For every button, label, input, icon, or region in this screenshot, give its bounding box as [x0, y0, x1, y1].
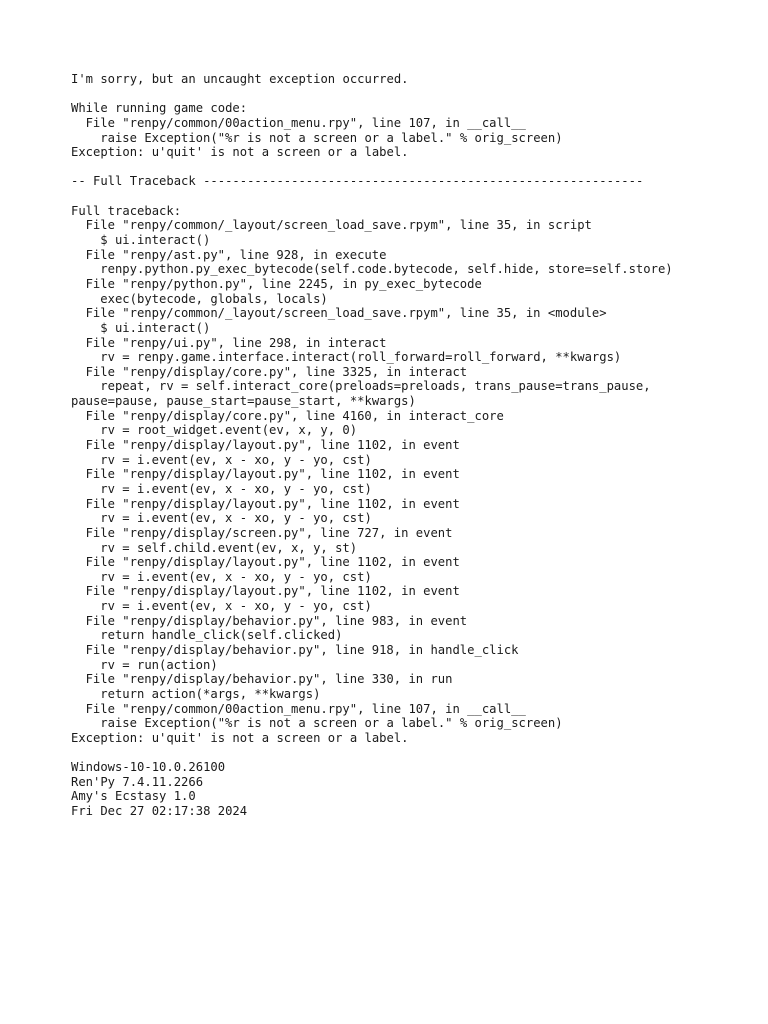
- traceback-file-line: File "renpy/ast.py", line 928, in execute: [85, 247, 387, 262]
- frame-code-line: raise Exception("%r is not a screen or a label." % orig_screen): [100, 130, 563, 145]
- traceback-code-line: rv = root_widget.event(ev, x, y, 0): [100, 423, 358, 438]
- traceback-code-line: exec(bytecode, globals, locals): [100, 291, 328, 306]
- exception-line: Exception: u'quit' is not a screen or a label.: [71, 145, 409, 160]
- traceback-file-line: File "renpy/common/_layout/screen_load_save.rpym", line 35, in <module>: [85, 306, 607, 321]
- traceback-code-line: rv = renpy.game.interface.interact(roll_forward=roll_forward, **kwargs): [100, 350, 622, 365]
- traceback-file-line: File "renpy/display/layout.py", line 1102, in event: [85, 555, 460, 570]
- system-info: [71, 760, 761, 819]
- traceback-file-line: File "renpy/common/00action_menu.rpy", line 107, in __call__: [85, 701, 526, 716]
- traceback-file-line: File "renpy/display/layout.py", line 1102, in event: [85, 584, 460, 599]
- traceback-file-line: File "renpy/display/behavior.py", line 918, in handle_click: [85, 642, 519, 657]
- traceback-file-line: File "renpy/display/core.py", line 3325, in interact: [85, 364, 468, 379]
- traceback-code-line: rv = i.event(ev, x - xo, y - yo, cst): [100, 599, 372, 614]
- traceback-file-line: File "renpy/display/screen.py", line 727, in event: [85, 525, 453, 540]
- traceback-code-line: rv = i.event(ev, x - xo, y - yo, cst): [100, 511, 372, 526]
- traceback-file-line: File "renpy/python.py", line 2245, in py_exec_bytecode: [85, 276, 482, 291]
- blank-line: [71, 745, 761, 760]
- traceback-file-line: File "renpy/display/behavior.py", line 983, in event: [85, 613, 468, 628]
- traceback-code-line: rv = i.event(ev, x - xo, y - yo, cst): [100, 452, 372, 467]
- traceback-code-line: return handle_click(self.clicked): [100, 628, 343, 643]
- system-info-line: Amy's Ecstasy 1.0: [71, 789, 196, 804]
- traceback-file-line: File "renpy/display/layout.py", line 1102, in event: [85, 496, 460, 511]
- full-traceback-separator: -- Full Traceback ------------------------------------------------------------: [71, 174, 644, 189]
- traceback-code-line: $ ui.interact(): [100, 233, 211, 248]
- traceback-code-line: raise Exception("%r is not a screen or a label." % orig_screen): [100, 716, 563, 731]
- traceback-code-wrap-line: pause=pause, pause_start=pause_start, **kwargs): [71, 394, 416, 409]
- while-running-line: While running game code:: [71, 101, 248, 116]
- traceback-code-line: rv = i.event(ev, x - xo, y - yo, cst): [100, 481, 372, 496]
- error-report: [71, 72, 761, 819]
- traceback-file-line: File "renpy/display/behavior.py", line 330, in run: [85, 672, 453, 687]
- blank-line: [71, 189, 761, 204]
- blank-line: [71, 160, 761, 175]
- traceback-code-line: repeat, rv = self.interact_core(preloads=preloads, trans_pause=trans_pause,: [100, 379, 651, 394]
- traceback-list: [71, 218, 761, 730]
- traceback-code-line: renpy.python.py_exec_bytecode(self.code.bytecode, self.hide, store=self.store): [100, 262, 673, 277]
- traceback-file-line: File "renpy/common/_layout/screen_load_save.rpym", line 35, in script: [85, 218, 592, 233]
- traceback-file-line: File "renpy/ui.py", line 298, in interact: [85, 335, 387, 350]
- frame-file-line: File "renpy/common/00action_menu.rpy", line 107, in __call__: [85, 115, 526, 130]
- traceback-code-line: return action(*args, **kwargs): [100, 686, 321, 701]
- traceback-code-line: rv = run(action): [100, 657, 218, 672]
- traceback-file-line: File "renpy/display/core.py", line 4160, in interact_core: [85, 408, 504, 423]
- traceback-file-line: File "renpy/display/layout.py", line 1102, in event: [85, 467, 460, 482]
- traceback-file-line: File "renpy/display/layout.py", line 1102, in event: [85, 438, 460, 453]
- full-traceback-label: Full traceback:: [71, 203, 182, 218]
- final-exception-line: Exception: u'quit' is not a screen or a label.: [71, 730, 409, 745]
- system-info-line: Ren'Py 7.4.11.2266: [71, 774, 204, 789]
- system-info-line: Fri Dec 27 02:17:38 2024: [71, 804, 248, 819]
- apology-line: I'm sorry, but an uncaught exception occurred.: [71, 72, 409, 86]
- system-info-line: Windows-10-10.0.26100: [71, 760, 226, 775]
- traceback-code-line: $ ui.interact(): [100, 320, 211, 335]
- blank-line: [71, 87, 761, 102]
- traceback-code-line: rv = i.event(ev, x - xo, y - yo, cst): [100, 569, 372, 584]
- traceback-code-line: rv = self.child.event(ev, x, y, st): [100, 540, 358, 555]
